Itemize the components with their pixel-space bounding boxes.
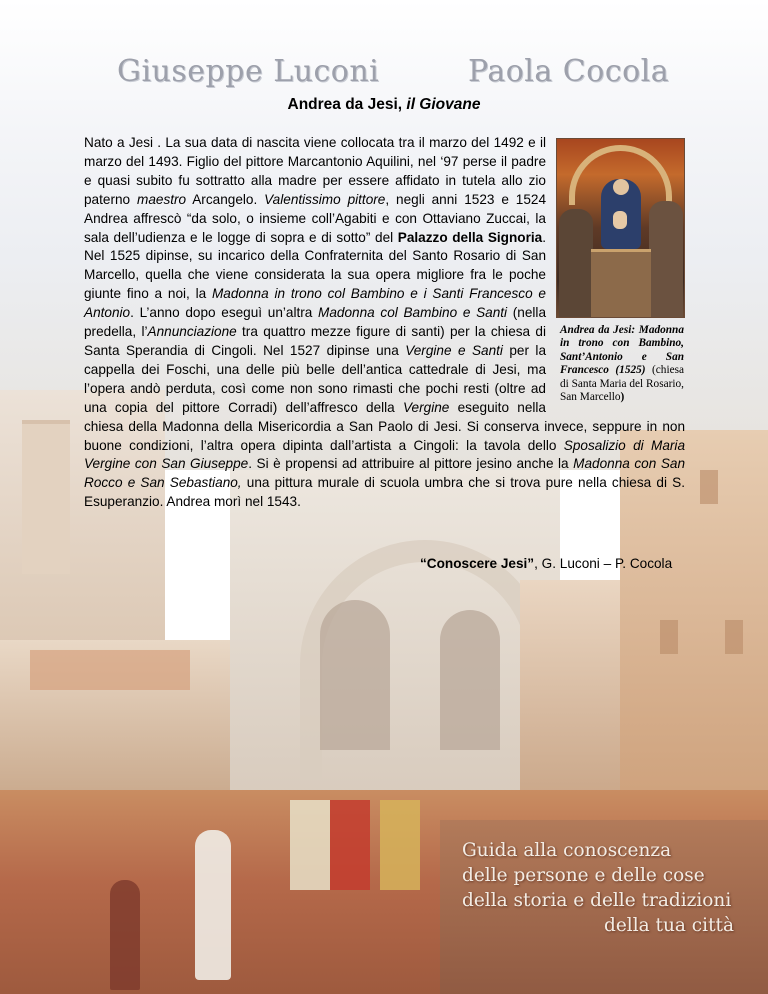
painting-image [556,138,685,318]
background-banner [290,800,330,890]
author-name-right: Paola Cocola [468,54,670,89]
caption-title: Andrea da Jesi: Madonna in trono con Bambino, Sant’Antonio e San Francesco [560,324,684,377]
body-text: . Nel 1525 dipinse, su incarico della Confraternita del Santo Rosario di San Marcello, quella che viene considerata la sua opera migliore fra le poche giunte fino a noi, la [84,229,546,302]
body-text: per la cappella dei Foschi, una delle più belle dell’antica cattedrale di Jesi, ma l’opera andò perduta, così come non sono rimasti che pochi resti (oltre ad una copia del pittore Corradi) dell’affresco della [84,342,547,415]
guide-line: della tua città [604,915,734,936]
caption-year: (1525) [615,364,646,377]
background-banner [380,800,420,890]
body-italic: Valentissimo pittore [264,191,386,207]
painting-child [613,211,627,229]
painting-saint-right [649,201,683,317]
body-italic: maestro [137,191,187,207]
painting-saint-left [559,209,593,317]
body-text: (nella predella, l’ [84,305,546,340]
body-italic: Madonna col Bambino e Santi [318,305,508,321]
credit-book-title: “Conoscere Jesi” [420,556,535,571]
body-text: Nato a Jesi . La sua data di nascita viene collocata tra il marzo del 1492 e il marzo del 1493. Figlio del pittore Marcantonio Aquilini, nel ‘97 perse il padre e quasi subito fu sottratto alla madre per essere affidato in tutela allo zio paterno [84,135,546,207]
title-subtitle: il Giovane [406,96,481,113]
body-italic: Vergine e Santi [405,342,503,358]
painting-madonna-face [613,179,629,195]
background-window [725,620,743,654]
guide-line: Guida alla conoscenza [462,840,672,861]
title-main: Andrea da Jesi, [287,96,403,113]
guide-line: della storia e delle tradizioni [462,890,732,911]
author-name-left: Giuseppe Luconi [117,54,380,89]
background-banner [330,800,370,890]
guide-tagline [462,838,762,938]
background-rooftops [30,650,190,690]
background-window [700,470,718,504]
body-text: . L’anno dopo eseguì un’altra [130,305,319,321]
caption-close: ) [620,391,625,404]
painting-figure [554,134,685,414]
caption-location: (chiesa di Santa Maria del Rosario, San Marcello [560,364,685,404]
background-costumed-figure [110,880,140,990]
guide-line: delle persone e delle cose [462,865,705,886]
body-text: , negli anni 1523 e 1524 Andrea affrescò “da solo, o insieme coll’Agabiti e con Ottaviano Zuccai, la sala dell’udienza e le logge di sopra e di sotto” del [84,191,547,245]
body-text: tra quattro mezze figure di santi) per la chiesa di Santa Sperandia di Cingoli. Nel 1527 dipinse una [84,324,547,358]
body-italic: Madonna in trono col Bambino e i Santi Francesco e Antonio [84,286,546,321]
painting-caption [560,324,684,404]
body-italic: Vergine [403,399,450,415]
background-tower-left [22,420,70,574]
body-text: Arcangelo. [186,191,265,207]
body-text: . Si è propensi ad attribuire al pittore jesino anche la [248,456,574,472]
body-italic: Sposalizio di Maria Vergine con San Giuseppe [84,437,685,472]
background-doorway [440,610,500,750]
source-credit [420,556,672,571]
painting-throne [591,249,651,318]
page-title [0,96,768,114]
background-doorway [320,600,390,750]
body-italic: Annunciazione [147,324,237,340]
article-body [84,134,685,512]
body-bold: Palazzo della Signoria [397,229,543,245]
body-text: una pittura murale di scuola umbra che si trova pure nella chiesa di S. Esuperanzio. Andrea morì nel 1543. [84,475,685,510]
body-italic: Madonna con San Rocco e San Sebastiano, [84,456,686,491]
body-text: eseguito nella chiesa della Madonna della Misericordia a San Paolo di Jesi. Si conserva invece, seppure in non buone condizioni, l’altra opera dipinta dall’artista a Cingoli: la tavola dello [84,399,685,453]
credit-authors: , G. Luconi – P. Cocola [534,556,673,571]
background-window [660,620,678,654]
background-costumed-figure [195,830,231,980]
